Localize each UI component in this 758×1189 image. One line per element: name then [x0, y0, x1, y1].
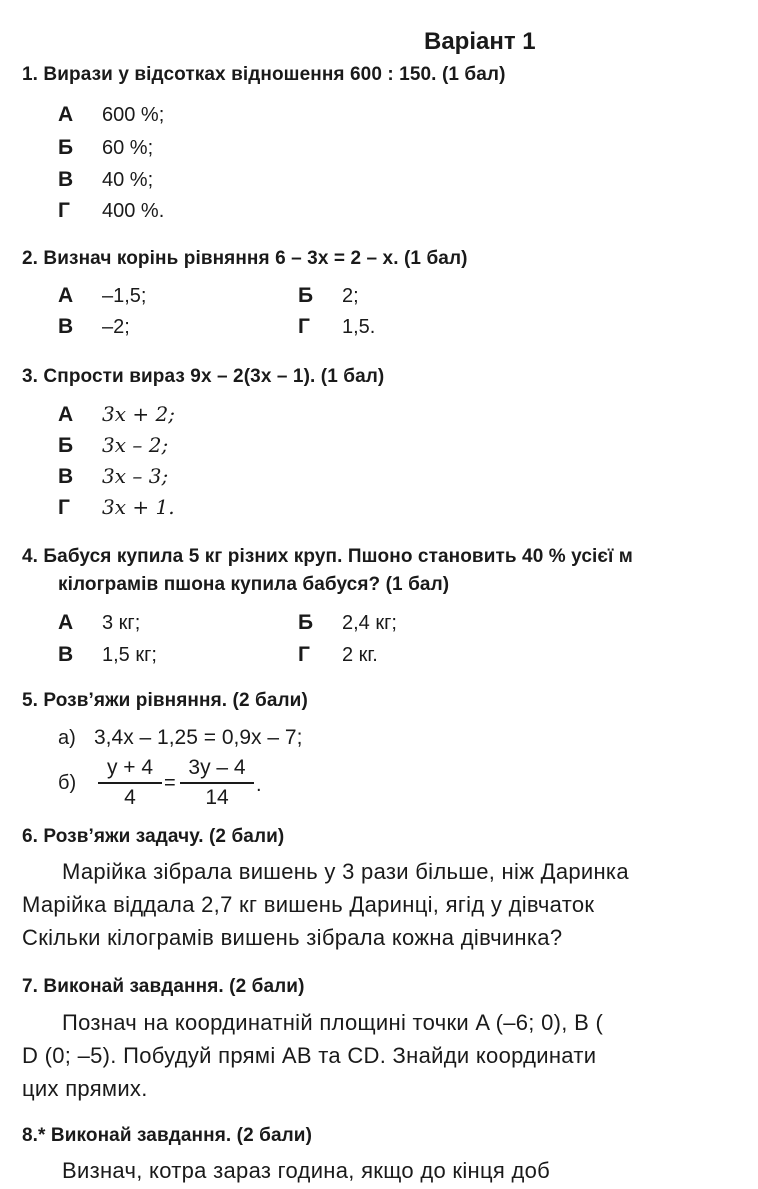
question-8-text: 8.* Виконай завдання. (2 бали): [22, 1125, 313, 1146]
q5-part-a: [58, 726, 302, 750]
question-1-text: 1. Вирази у відсотках відношення 600 : 150. (1 бал): [22, 64, 506, 85]
option-letter: Б: [298, 611, 314, 634]
q6-text-line-3: Скільки кілограмів вишень зібрала кожна дівчинка?: [22, 925, 563, 950]
q2-option-a: [58, 284, 146, 308]
q6-text-line-1: Марійка зібрала вишень у 3 рази більше, ніж Даринка: [62, 859, 629, 884]
q5-part-b-label: б): [58, 772, 77, 794]
option-text: 1,5 кг;: [102, 644, 157, 666]
option-text: 400 %.: [102, 200, 165, 222]
question-7-text: 7. Виконай завдання. (2 бали): [22, 976, 305, 997]
option-text: –2;: [102, 316, 130, 338]
fraction-left: [98, 754, 162, 812]
option-letter: В: [58, 315, 74, 338]
q2-option-c: [58, 315, 130, 339]
option-letter: А: [58, 403, 74, 426]
equation-period: .: [256, 774, 262, 796]
q7-text-line-2: D (0; –5). Побудуй прямі AB та CD. Знайди координати: [22, 1043, 597, 1068]
q1-option-d: [58, 199, 164, 223]
q4-option-c: [58, 643, 157, 667]
q3-option-d: [58, 495, 175, 520]
option-text: 60 %;: [102, 137, 154, 159]
option-text: –1,5;: [102, 285, 147, 307]
q4-option-b: [298, 611, 397, 635]
option-text: 600 %;: [102, 104, 165, 126]
option-letter: В: [58, 168, 74, 191]
fraction-numerator: y + 4: [98, 754, 162, 784]
q3-option-a: [58, 402, 175, 427]
question-6-text: 6. Розв’яжи задачу. (2 бали): [22, 826, 285, 847]
q7-text-line-3: цих прямих.: [22, 1076, 148, 1101]
q8-text-line-1: Визнач, котра зараз година, якщо до кінця доб: [62, 1158, 551, 1183]
page-title: Варіант 1: [424, 28, 536, 55]
option-text: 3x + 2;: [102, 402, 175, 426]
option-letter: А: [58, 611, 74, 634]
option-letter: В: [58, 643, 74, 666]
q1-option-b: [58, 136, 153, 160]
q1-option-a: [58, 103, 164, 127]
option-letter: Г: [298, 643, 310, 666]
option-letter: В: [58, 465, 74, 488]
option-text: 3x – 3;: [102, 464, 169, 488]
q3-option-c: [58, 464, 168, 489]
option-letter: Г: [58, 199, 70, 222]
fraction-denominator: 4: [124, 786, 136, 809]
option-text: 1,5.: [342, 316, 376, 338]
fraction-numerator: 3y – 4: [180, 754, 254, 784]
option-letter: А: [58, 284, 74, 307]
q4-option-a: [58, 611, 140, 635]
question-2-text: 2. Визнач корінь рівняння 6 – 3x = 2 – x. (1 бал): [22, 248, 468, 269]
equals-sign: =: [164, 772, 176, 794]
option-letter: Б: [58, 136, 74, 159]
q2-option-b: [298, 284, 359, 308]
option-text: 3x + 1.: [102, 495, 175, 519]
fraction-denominator: 14: [205, 786, 229, 809]
q1-option-c: [58, 168, 153, 192]
q3-option-b: [58, 433, 168, 458]
option-letter: Б: [58, 434, 74, 457]
option-letter: Б: [298, 284, 314, 307]
question-4-line-2: кілограмів пшона купила бабуся? (1 бал): [58, 574, 450, 595]
option-letter: Г: [298, 315, 310, 338]
q4-option-d: [298, 643, 378, 667]
option-text: 2,4 кг;: [342, 612, 397, 634]
q2-option-d: [298, 315, 375, 339]
part-label: а): [58, 727, 76, 749]
equation-a: 3,4x – 1,25 = 0,9x – 7;: [94, 726, 303, 749]
q7-text-line-1: Познач на координатній площині точки A (–6; 0), B (: [62, 1010, 604, 1035]
option-letter: А: [58, 103, 74, 126]
option-text: 2 кг.: [342, 644, 378, 666]
option-text: 2;: [342, 285, 359, 307]
fraction-right: [180, 754, 254, 812]
question-3-text: 3. Спрости вираз 9x – 2(3x – 1). (1 бал): [22, 366, 385, 387]
option-text: 3x – 2;: [102, 433, 169, 457]
question-5-text: 5. Розв’яжи рівняння. (2 бали): [22, 690, 308, 711]
option-letter: Г: [58, 496, 70, 519]
option-text: 40 %;: [102, 169, 154, 191]
question-4-line-1: 4. Бабуся купила 5 кг різних круп. Пшоно становить 40 % усієї м: [22, 546, 633, 567]
q6-text-line-2: Марійка віддала 2,7 кг вишень Даринці, ягід у дівчаток: [22, 892, 595, 917]
option-text: 3 кг;: [102, 612, 141, 634]
